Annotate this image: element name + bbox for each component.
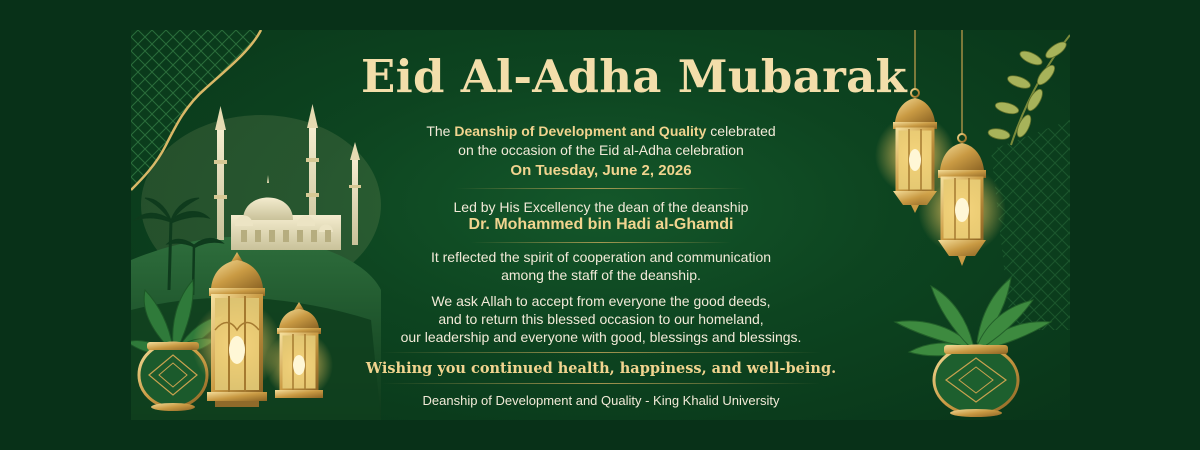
prayer-line-3: our leadership and everyone with good, blessings and blessings.: [400, 329, 802, 345]
event-date: On Tuesday, June 2, 2026: [510, 162, 692, 179]
led-by-line: Led by His Excellency the dean of the deanship: [453, 199, 749, 215]
intro-suffix: celebrated: [706, 123, 776, 139]
wish-line: Wishing you continued health, happiness, and well-being.: [365, 360, 837, 377]
spirit-line-2: among the staff of the deanship.: [501, 267, 701, 283]
divider: [471, 242, 731, 243]
footer-credit: Deanship of Development and Quality - King Khalid University: [422, 393, 780, 408]
prayer-line-2: and to return this blessed occasion to our homeland,: [438, 311, 764, 327]
banner-text: [361, 30, 908, 420]
eid-banner: [131, 30, 1070, 420]
intro-org-name: Deanship of Development and Quality: [454, 123, 707, 139]
divider: [381, 352, 821, 353]
divider: [456, 188, 746, 189]
dean-name: Dr. Mohammed bin Hadi al-Ghamdi: [468, 216, 734, 233]
divider: [381, 383, 821, 384]
prayer-line-1: We ask Allah to accept from everyone the good deeds,: [431, 293, 771, 309]
intro-line-2: on the occasion of the Eid al-Adha celebration: [458, 142, 744, 158]
banner-title: Eid Al-Adha Mubarak: [361, 50, 908, 103]
spirit-line-1: It reflected the spirit of cooperation and communication: [430, 249, 772, 265]
intro-prefix: The: [426, 123, 455, 139]
intro-line-1: [361, 122, 841, 140]
